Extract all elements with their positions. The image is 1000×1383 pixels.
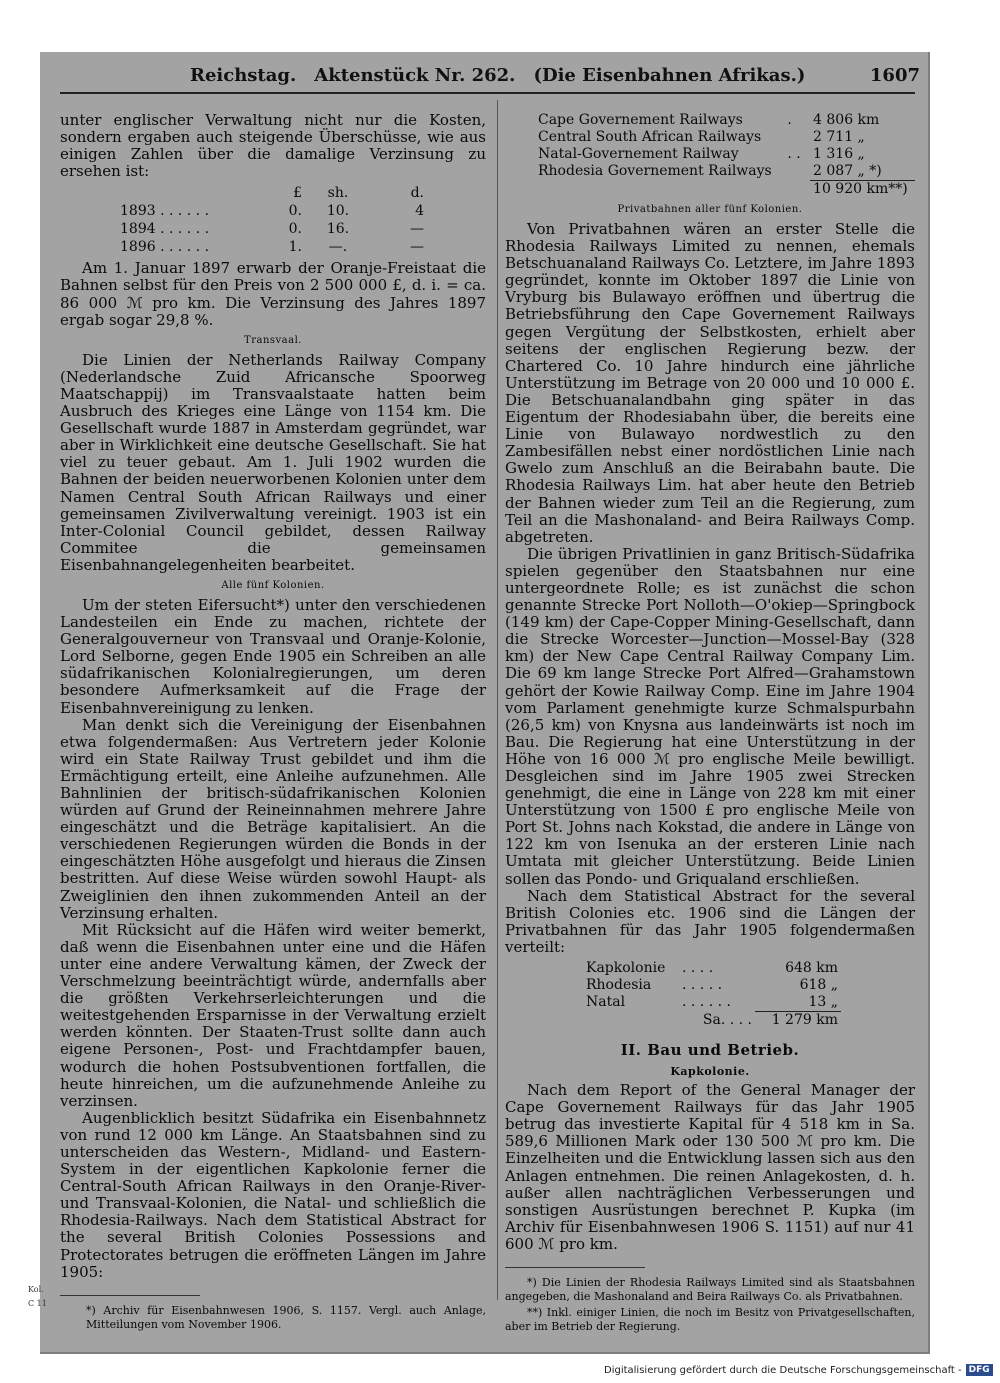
interest-cell: 1. bbox=[288, 239, 302, 256]
lengths-cell: 4 806 km bbox=[813, 112, 880, 128]
lengths-total: 10 920 km**) bbox=[813, 181, 908, 197]
column-divider bbox=[497, 100, 498, 1300]
footnote-rule bbox=[505, 1267, 645, 1268]
private-cell: 13 „ bbox=[755, 994, 841, 1012]
private-cell: 648 km bbox=[785, 960, 838, 977]
lengths-cell: Natal-Governement Railway bbox=[538, 146, 739, 162]
interest-cell: 1894 . . . . . . bbox=[120, 221, 210, 238]
left-column bbox=[60, 112, 486, 1332]
interest-cell: 0. bbox=[288, 221, 302, 238]
lengths-cell: 1 316 „ bbox=[813, 146, 865, 162]
private-total-label: Sa. . . . bbox=[702, 1011, 752, 1028]
left-paragraph-6: Mit Rücksicht auf die Häfen wird weiter bemerkt, daß wenn die Eisenbahnen unter eine und die Häfen unter eine andere Verwaltung kämen, der Zweck der Verschmelzung beeinträchtigt würde, andernfalls aber die größten Verkehrserleichterungen und die weitestgehenden Ersparnisse in der Verwaltung erzielt werden könnten. Der Staaten-Trust sollte dann auch eigene Personen-, Post- und Frachtdampfer bauen, wodurch die hohen Postsubventionen fortfallen, die heute hinreichen, um die aufzunehmende Anleihe zu verzinsen. bbox=[60, 920, 486, 1110]
interest-head-cell: sh. bbox=[327, 185, 349, 202]
lengths-cell: Central South African Railways bbox=[538, 129, 762, 145]
right-column bbox=[505, 112, 915, 1334]
lengths-cell: 2 711 „ bbox=[813, 129, 865, 145]
left-paragraph-2: Am 1. Januar 1897 erwarb der Oranje-Freistaat die Bahnen selbst für den Preis von 2 500 000 £, d. i. = ca. 86 000 ℳ pro km. Die Verzinsung des Jahres 1897 ergab sogar 29,8 %. bbox=[60, 259, 486, 329]
header-left bbox=[190, 65, 805, 86]
page-header bbox=[190, 62, 920, 88]
lengths-table bbox=[535, 112, 915, 198]
credit-text: Digitalisierung gefördert durch die Deutsche Forschungsgemeinschaft - bbox=[604, 1364, 962, 1376]
private-cell: . . . . . . bbox=[682, 994, 731, 1011]
lengths-total-spacer bbox=[535, 181, 784, 199]
lengths-cell bbox=[784, 163, 810, 181]
interest-cell: 16. bbox=[326, 221, 350, 238]
interest-head-cell: £ bbox=[293, 185, 302, 202]
interest-cell: — bbox=[410, 239, 424, 256]
header-aktenstueck: Aktenstück Nr. 262. bbox=[314, 64, 516, 86]
right-paragraph-3: Nach dem Statistical Abstract for the several British Colonies etc. 1906 sind die Längen der Privatbahnen für das Jahr 1905 folgendermaßen verteilt: bbox=[505, 886, 915, 956]
lengths-row bbox=[535, 129, 915, 146]
dfg-logo: DFG bbox=[966, 1364, 993, 1376]
section-title-alle-kolonien: Alle fünf Kolonien. bbox=[221, 579, 325, 591]
interest-row bbox=[116, 220, 428, 238]
header-subject: (Die Eisenbahnen Afrikas.) bbox=[533, 64, 806, 86]
interest-cell: — bbox=[410, 221, 424, 238]
lengths-total-spacer bbox=[784, 181, 810, 199]
left-paragraph-5: Man denkt sich die Vereinigung der Eisenbahnen etwa folgendermaßen: Aus Vertretern jeder Kolonie wird ein State Railway Trust gebildet und ihm die Ermächtigung erteilt, eine Anleihe aufzunehmen. Alle Bahnlinien der britisch-südafrikanischen Kolonien würden auf Grund der Reineinnahmen mehrere Jahre eingeschätzt und die Beträge kapitalisiert. An die verschiedenen Regierungen würden die Bonds in der eingeschätzten Höhe ausgefolgt und hieraus die Zinsen bestritten. Auf diese Weise würden sowohl Haupt- als Zweiglinien den ihnen zukommenden Anteil an der Verzinsung erhalten. bbox=[60, 715, 486, 922]
private-total-spacer bbox=[583, 1012, 679, 1030]
private-row bbox=[583, 977, 841, 994]
interest-cell: 4 bbox=[415, 203, 424, 220]
left-paragraph-7: Augenblicklich besitzt Südafrika ein Eisenbahnnetz von rund 12 000 km Länge. An Staatsbahnen sind zu unterscheiden das Western-, Midland- und Eastern-System in der eigentlichen Kapkolonie ferner die Central-South African Railways in den Oranje-River- und Transvaal-Kolonien, die Natal- und schließlich die Rhodesia-Railways. Nach dem Statistical Abstract for the several British Colonies Possessions and Protectorates betrugen die eröffneten Längen im Jahre 1905: bbox=[60, 1108, 486, 1281]
interest-cell: 1896 . . . . . . bbox=[120, 239, 210, 256]
section-title-transvaal: Transvaal. bbox=[244, 334, 302, 346]
private-total: 1 279 km bbox=[771, 1012, 838, 1029]
right-footnote-1: *) Die Linien der Rhodesia Railways Limited sind als Staatsbahnen angegeben, die Mashonaland and Beira Railways Co. als Privatbahnen. bbox=[505, 1275, 915, 1303]
margin-note-line: Kol. bbox=[28, 1285, 44, 1294]
interest-row bbox=[116, 238, 428, 256]
section-title-bau-betrieb: II. Bau und Betrieb. bbox=[620, 1041, 800, 1060]
margin-note bbox=[28, 1283, 47, 1311]
private-row bbox=[583, 994, 841, 1012]
left-paragraph-4: Um der steten Eifersucht*) unter den verschiedenen Landesteilen ein Ende zu machen, richtete der Generalgouverneur von Transvaal und Oranje-Kolonie, Lord Selborne, gegen Ende 1905 ein Schreiben an alle südafrikanischen Kolonialregierungen, um deren besondere Aufmerksamkeit auf die Frage der Eisenbahnvereinigung zu lenken. bbox=[60, 595, 486, 717]
lengths-cell: Cape Governement Railways bbox=[538, 112, 743, 128]
right-footnote-2: **) Inkl. einiger Linien, die noch im Besitz von Privatgesellschaften, aber im Betrieb der Regierung. bbox=[505, 1305, 915, 1333]
header-rule bbox=[60, 92, 915, 94]
lengths-cell: . bbox=[787, 112, 792, 128]
margin-note-line: C 11 bbox=[28, 1299, 47, 1308]
private-row bbox=[583, 960, 841, 977]
left-paragraph-1: unter englischer Verwaltung nicht nur die Kosten, sondern ergaben auch steigende Überschüsse, wie aus einigen Zahlen über die damalige Verzinsung zu ersehen ist: bbox=[60, 111, 486, 181]
interest-table bbox=[116, 184, 428, 256]
interest-table-head bbox=[116, 184, 428, 202]
header-reichstag: Reichstag. bbox=[190, 64, 297, 86]
lengths-total-row bbox=[535, 181, 915, 199]
interest-cell: —. bbox=[328, 239, 348, 256]
private-cell: . . . . bbox=[682, 960, 714, 977]
page-number: 1607 bbox=[869, 64, 920, 86]
lengths-cell bbox=[784, 129, 810, 146]
left-paragraph-3: Die Linien der Netherlands Railway Company (Nederlandsche Zuid Africansche Spoorweg Maatschappij) im Transvaalstaate hatten beim Ausbruch des Krieges eine Länge von 1154 km. Die Gesellschaft wurde 1887 in Amsterdam gegründet, war aber in Wirklichkeit eine deutsche Gesellschaft. Sie hat viel zu teuer gebaut. Am 1. Juli 1902 wurden die Bahnen der beiden neuerworbenen Kolonien unter dem Namen Central South African Railways und einer gemeinsamen Zivilverwaltung vereinigt. 1903 ist ein Inter-Colonial Council gebildet, dessen Railway Commitee die gemeinsamen Eisenbahnangelegenheiten bearbeitet. bbox=[60, 350, 486, 574]
private-total-row bbox=[583, 1012, 841, 1030]
interest-cell: 10. bbox=[326, 203, 350, 220]
private-cell: 618 „ bbox=[799, 977, 838, 994]
interest-cell: 1893 . . . . . . bbox=[120, 203, 210, 220]
right-paragraph-4: Nach dem Report of the General Manager der Cape Governement Railways für das Jahr 1905 betrug das investierte Kapital für 4 518 km in Sa. 589,6 Millionen Mark oder 130 500 ℳ pro km. Die Einzelheiten und die Entwicklung lassen sich aus den Anlagen entnehmen. Die reinen Anlagekosten, d. h. außer allen nachträglichen Verbesserungen und sonstigen Ausrüstungen berechnet P. Kupka (im Archiv für Eisenbahnwesen 1906 S. 1151) auf nur 41 600 ℳ pro km. bbox=[505, 1081, 915, 1253]
interest-row bbox=[116, 202, 428, 220]
lengths-row bbox=[535, 112, 915, 129]
section-title-kapkolonie: Kapkolonie. bbox=[670, 1065, 750, 1079]
right-paragraph-1: Von Privatbahnen wären an erster Stelle die Rhodesia Railways Limited zu nennen, ehemals Betschuanaland Railways Co. Letztere, im Jahre 1893 gegründet, konnte im Oktober 1897 die Linie von Vryburg bis Bulawayo eröffnen und übertrug die Betriebsführung den Cape Governement Railways gegen Vergütung der Selbstkosten, erhielt aber seitens der englischen Regierung bezw. der Chartered Co. 10 Jahre hindurch eine jährliche Unterstützung im Betrage von 20 000 und 10 000 £. Die Betschuanalandbahn ging später in das Eigentum der Rhodesiabahn über, die bereits eine Linie von Bulawayo nordwestlich zu den Zambesifällen nebst einer nordöstlichen Linie nach Gwelo zum Anschluß an die Beirabahn baute. Die Rhodesia Railways Lim. hat aber heute den Betrieb der Bahnen wieder zum Teil an die Regierung, zum Teil an die Mashonaland- and Beira Railways Comp. abgetreten. bbox=[505, 220, 915, 546]
private-cell: . . . . . bbox=[682, 977, 723, 994]
right-paragraph-2: Die übrigen Privatlinien in ganz Britisch-Südafrika spielen gegenüber den Staatsbahnen nur eine untergeordnete Rolle; es ist zunächst die schon genannte Strecke Port Nolloth—O'okiep—Springbock (149 km) der Cape-Copper Mining-Gesellschaft, dann die Strecke Worcester—Junction—Mossel-Bay (328 km) der New Cape Central Railway Company Lim. Die 69 km lange Strecke Port Alfred—Grahamstown gehört der Kowie Railway Comp. Eine im Jahre 1904 vom Parlament genehmigte kurze Schmalspurbahn (26,5 km) von Knysna aus landeinwärts ist noch im Bau. Die Regierung hat eine Unterstützung in der Höhe von 16 000 ℳ pro englische Meile bewilligt. Desgleichen sind im Jahre 1905 zwei Strecken genehmigt, die eine in Länge von 228 km mit einer Unterstützung von 1500 £ pro englische Meile von Port St. Johns nach Kokstad, die andere in Länge von 122 km von Isenuka an der ersteren Linie nach Umtata mit gleicher Unterstützung. Beide Linien sollen das Pondo- und Griqualand erschließen. bbox=[505, 544, 915, 888]
interest-head-cell bbox=[116, 184, 254, 202]
private-cell: Kapkolonie bbox=[586, 960, 666, 977]
lengths-cell: . . bbox=[787, 146, 801, 162]
private-lengths-table bbox=[583, 960, 841, 1029]
lengths-row bbox=[535, 163, 915, 181]
interest-head-cell: d. bbox=[410, 185, 424, 202]
digitization-credit bbox=[604, 1364, 993, 1376]
private-cell: Natal bbox=[586, 994, 626, 1011]
lengths-row bbox=[535, 146, 915, 163]
lengths-cell: Rhodesia Governement Railways bbox=[538, 163, 772, 180]
private-cell: Rhodesia bbox=[586, 977, 652, 994]
left-footnote: *) Archiv für Eisenbahnwesen 1906, S. 1157. Vergl. auch Anlage, Mitteilungen vom November 1906. bbox=[86, 1303, 486, 1331]
interest-cell: 0. bbox=[288, 203, 302, 220]
lengths-cell: 2 087 „ *) bbox=[810, 163, 915, 181]
section-title-privatbahnen: Privatbahnen aller fünf Kolonien. bbox=[617, 204, 803, 215]
footnote-rule bbox=[60, 1295, 200, 1296]
